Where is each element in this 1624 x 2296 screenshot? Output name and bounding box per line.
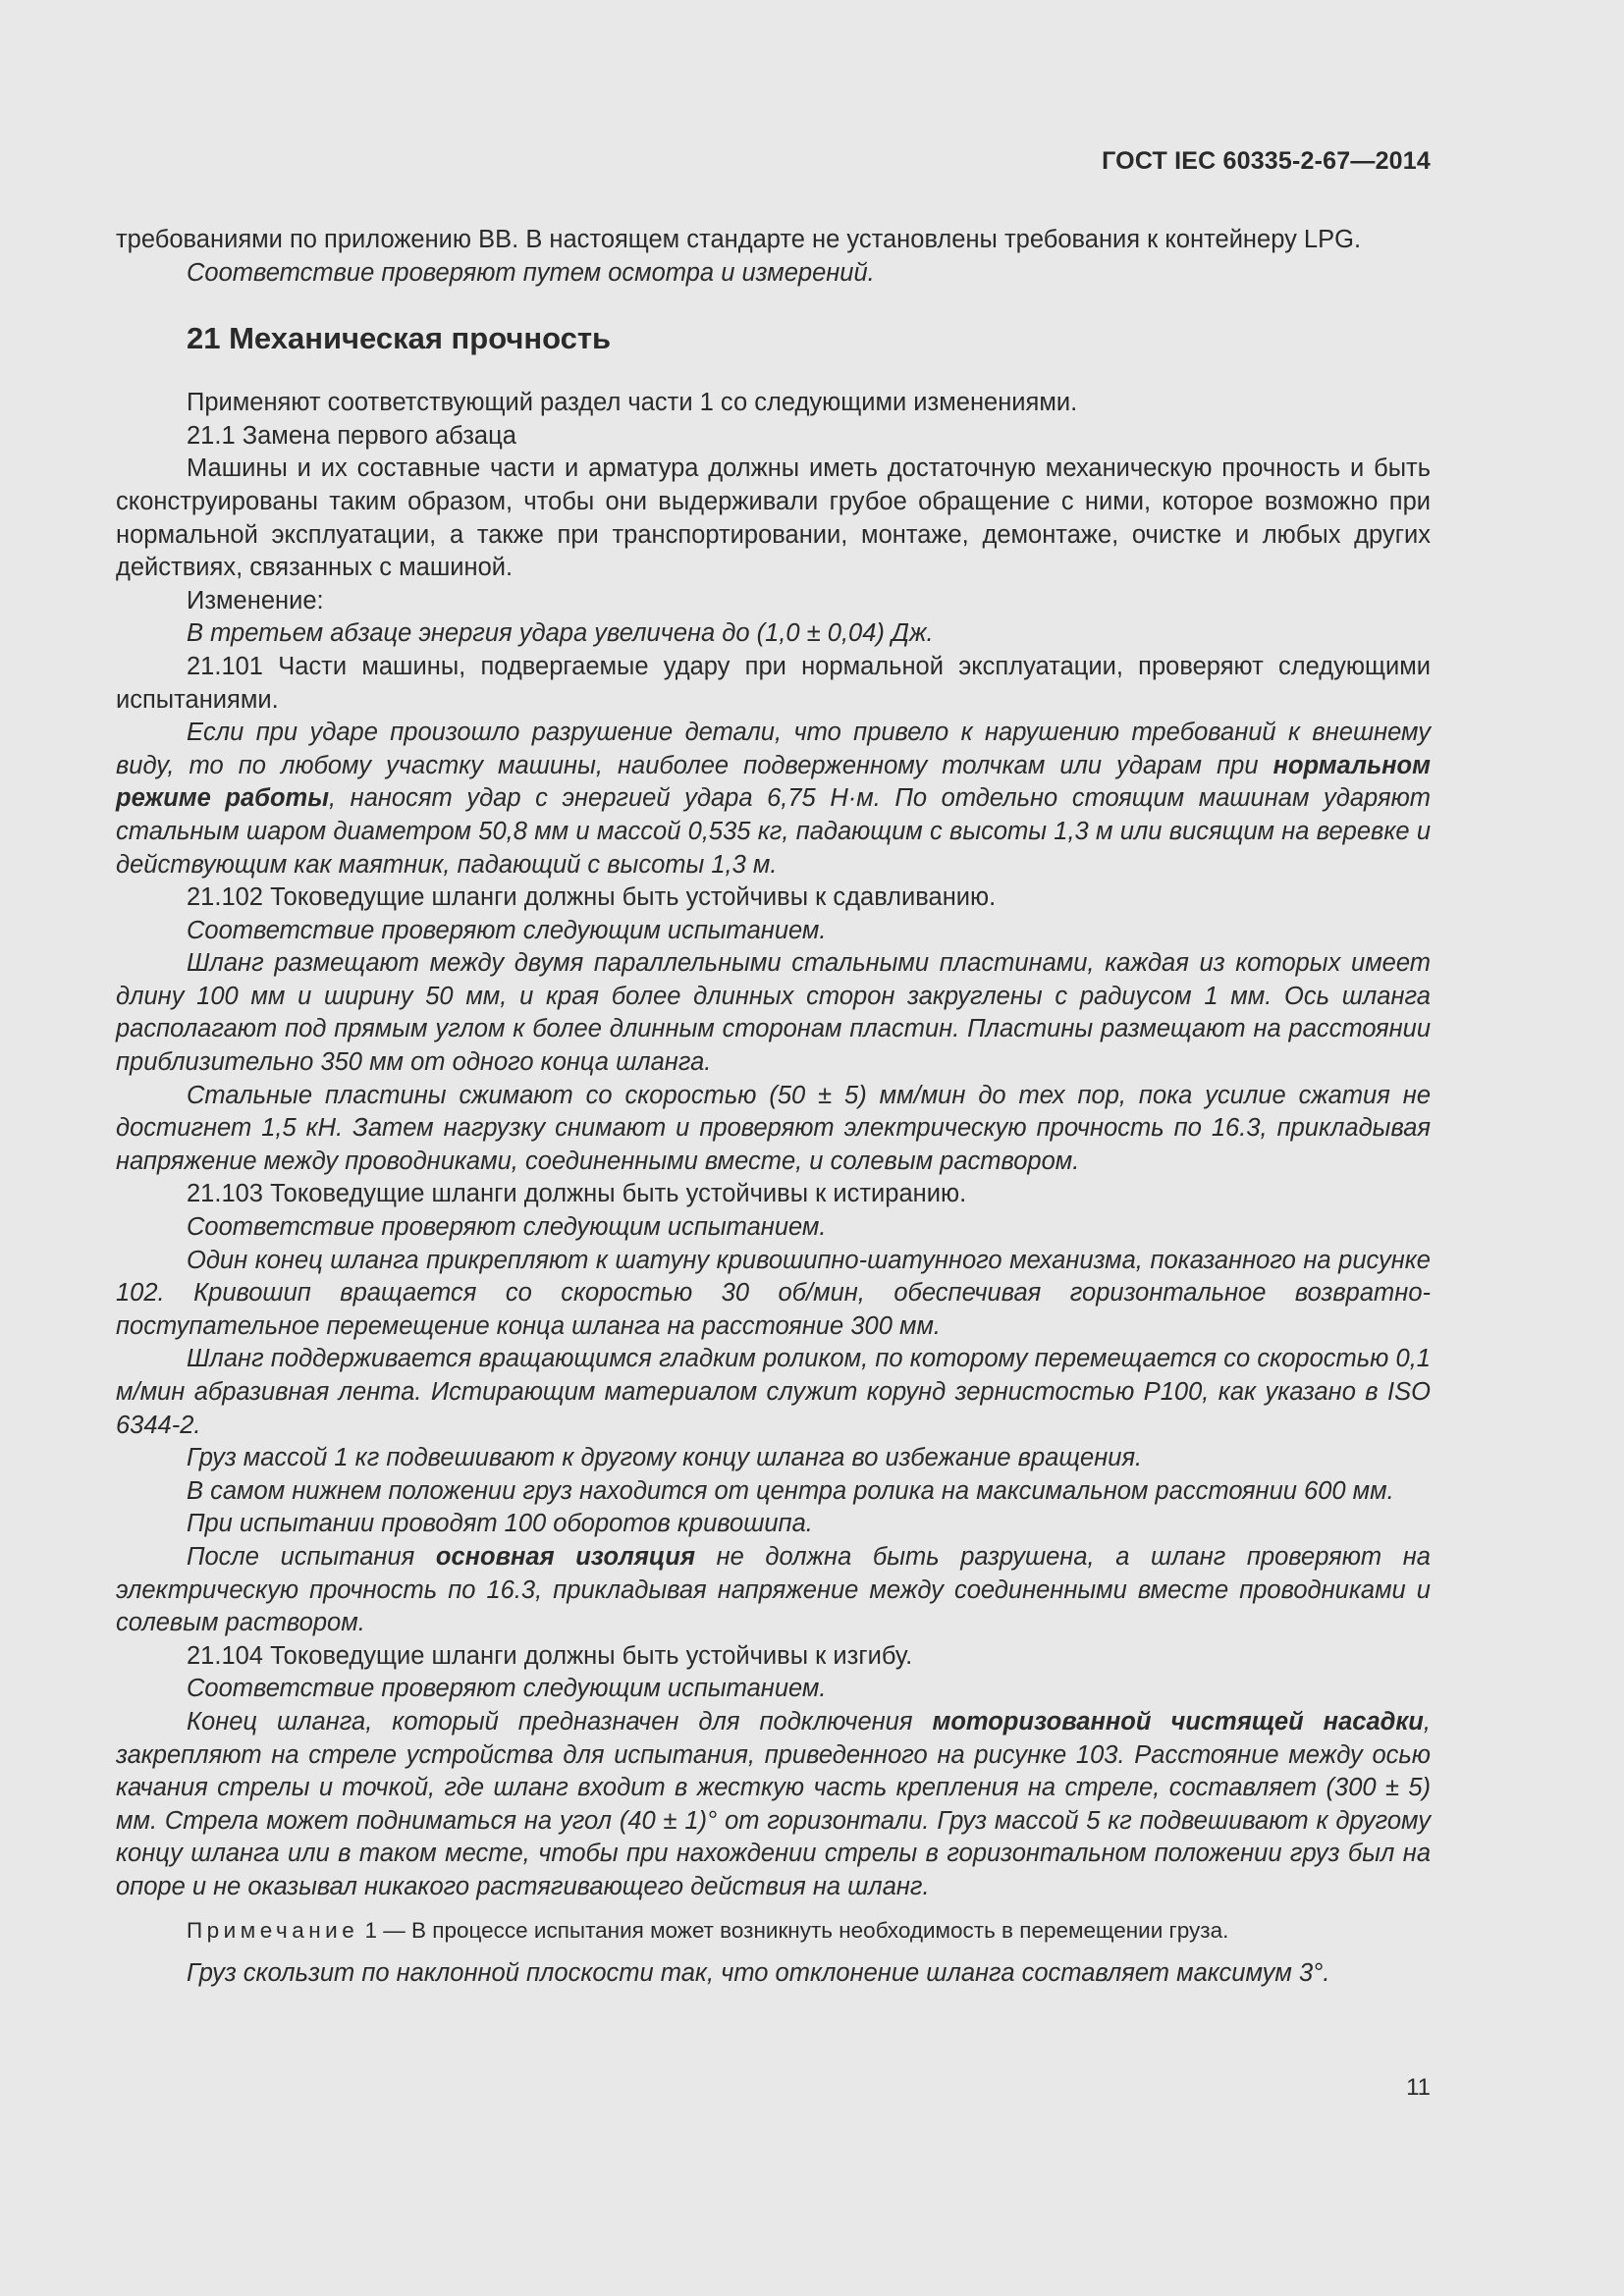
section-title: 21 Механическая прочность [187,321,612,356]
hose-end-text-end: , закрепляют на стреле устройства для испытания, приведенного на рисунке 103. Расстояние между осью качания стрелы и точкой, где шланг входит в жесткую часть крепления на стреле, составляет (300 ± 5) мм. Стрела может подниматься на угол (40 ± 1)° от горизонтали. Груз массой 5 кг подвешивают к другому концу шланга или в таком месте, чтобы при нахождении стрелы в горизонтальном положении груз был на опоре и не оказывал никакого растягивающего действия на шланг. [116,1707,1431,1900]
clause-21-103: 21.103 Токоведущие шланги должны быть устойчивы к истиранию. [187,1180,967,1208]
hose-end-bold-term: моторизованной чистящей насадки [932,1707,1424,1735]
after-bold-term: основная изоляция [435,1542,695,1571]
paragraph-hose-end [116,1706,1431,1904]
after-text-end: не должна быть разрушена, а шланг проверяют на электрическую прочность по 16.3, прикладывая напряжение между соединенными вместе проводниками и солевым раствором. [116,1542,1431,1637]
compliance-21-104: Соответствие проверяют следующим испытанием. [187,1675,827,1703]
paragraph-weight: Груз массой 1 кг подвешивают к другому концу шланга во избежание вращения. [187,1444,1143,1472]
note-number: 1 [364,1917,378,1943]
paragraph-revolutions: При испытании проводят 100 оборотов кривошипа. [187,1510,813,1538]
clause-21-1: 21.1 Замена первого абзаца [187,421,516,450]
note [116,1916,1431,1946]
intro-paragraph: требованиями по приложению ВВ. В настоящем стандарте не установлены требования к контейнеру LPG. [116,226,1362,253]
after-text-start: После испытания [187,1542,436,1571]
clause-21-101: 21.101 Части машины, подвергаемые удару при нормальной эксплуатации, проверяют следующими испытаниями. [116,652,1431,714]
impact-text-start: Если при ударе произошло разрушение детали, что привело к нарушению требований к внешнему виду, то по любому участку машины, наиболее подверженному толчкам или ударам при [116,719,1431,779]
paragraph-machines: Машины и их составные части и арматура должны иметь достаточную механическую прочность и быть сконструированы таким образом, чтобы они выдерживали грубое обращение с ними, которое возможно при нормальной эксплуатации, а также при транспортировании, монтаже, демонтаже, очистке и любых других действиях, связанных с машиной. [116,454,1431,582]
paragraph-change: Изменение: [187,586,324,614]
paragraph-apply: Применяют соответствующий раздел части 1 со следующими изменениями. [187,389,1078,417]
document-header: ГОСТ IEC 60335-2-67—2014 [1102,147,1431,175]
note-text: — В процессе испытания может возникнуть необходимость в перемещении груза. [377,1917,1229,1943]
paragraph-compress: Стальные пластины сжимают со скоростью (50 ± 5) мм/мин до тех пор, пока усилие сжатия не достигнет 1,5 кН. Затем нагрузку снимают и проверяют электрическую прочность по 16.3, прикладывая напряжение между проводниками, соединенными вместе, и солевым раствором. [116,1081,1431,1175]
paragraph-crank: Один конец шланга прикрепляют к шатуну кривошипно-шатунного механизма, показанного на рисунке 102. Кривошип вращается со скоростью 30 об/мин, обеспечивая горизонтальное возвратно-поступательное перемещение конца шланга на расстояние 300 мм. [116,1246,1431,1340]
paragraph-plates: Шланг размещают между двумя параллельными стальными пластинами, каждая из которых имеет длину 100 мм и ширину 50 мм, и края более длинных сторон закруглены с радиусом 1 мм. Ось шланга располагают под прямым углом к более длинным сторонам пластин. Пластины размещают на расстоянии приблизительно 350 мм от одного конца шланга. [116,949,1431,1077]
compliance-21-102: Соответствие проверяют следующим испытанием. [187,916,827,944]
page-number: 11 [1406,2074,1431,2101]
paragraph-impact [116,717,1431,881]
paragraph-roller: Шланг поддерживается вращающимся гладким роликом, по которому перемещается со скоростью 0,1 м/мин абразивная лента. Истирающим материалом служит корунд зернистостью Р100, как указано в ISO 6344-2. [116,1345,1431,1439]
intro-compliance: Соответствие проверяют путем осмотра и измерений. [187,258,875,287]
compliance-21-103: Соответствие проверяют следующим испытанием. [187,1213,827,1242]
impact-text-end: , наносят удар с энергией удара 6,75 Н·м. По отдельно стоящим машинам ударяют стальным шаром диаметром 50,8 мм и массой 0,535 кг, падающим с высоты 1,3 м или висящим на веревке и действующим как маятник, падающий с высоты 1,3 м. [116,784,1431,879]
clause-21-102: 21.102 Токоведущие шланги должны быть устойчивы к сдавливанию. [187,883,997,912]
clause-21-104: 21.104 Токоведущие шланги должны быть устойчивы к изгибу. [187,1641,913,1670]
paragraph-after-test [116,1541,1431,1640]
hose-end-text-start: Конец шланга, который предназначен для подключения [187,1707,933,1735]
impact-bold-term: нормальном режиме работы [116,751,1431,813]
paragraph-slide: Груз скользит по наклонной плоскости так, что отклонение шланга составляет максимум 3°. [187,1958,1330,1987]
paragraph-energy: В третьем абзаце энергия удара увеличена до (1,0 ± 0,04) Дж. [187,619,934,648]
document-body [116,224,1431,1990]
paragraph-lowest: В самом нижнем положении груз находится от центра ролика на максимальном расстоянии 600 мм. [187,1476,1394,1505]
note-label: Примечание [187,1917,359,1943]
